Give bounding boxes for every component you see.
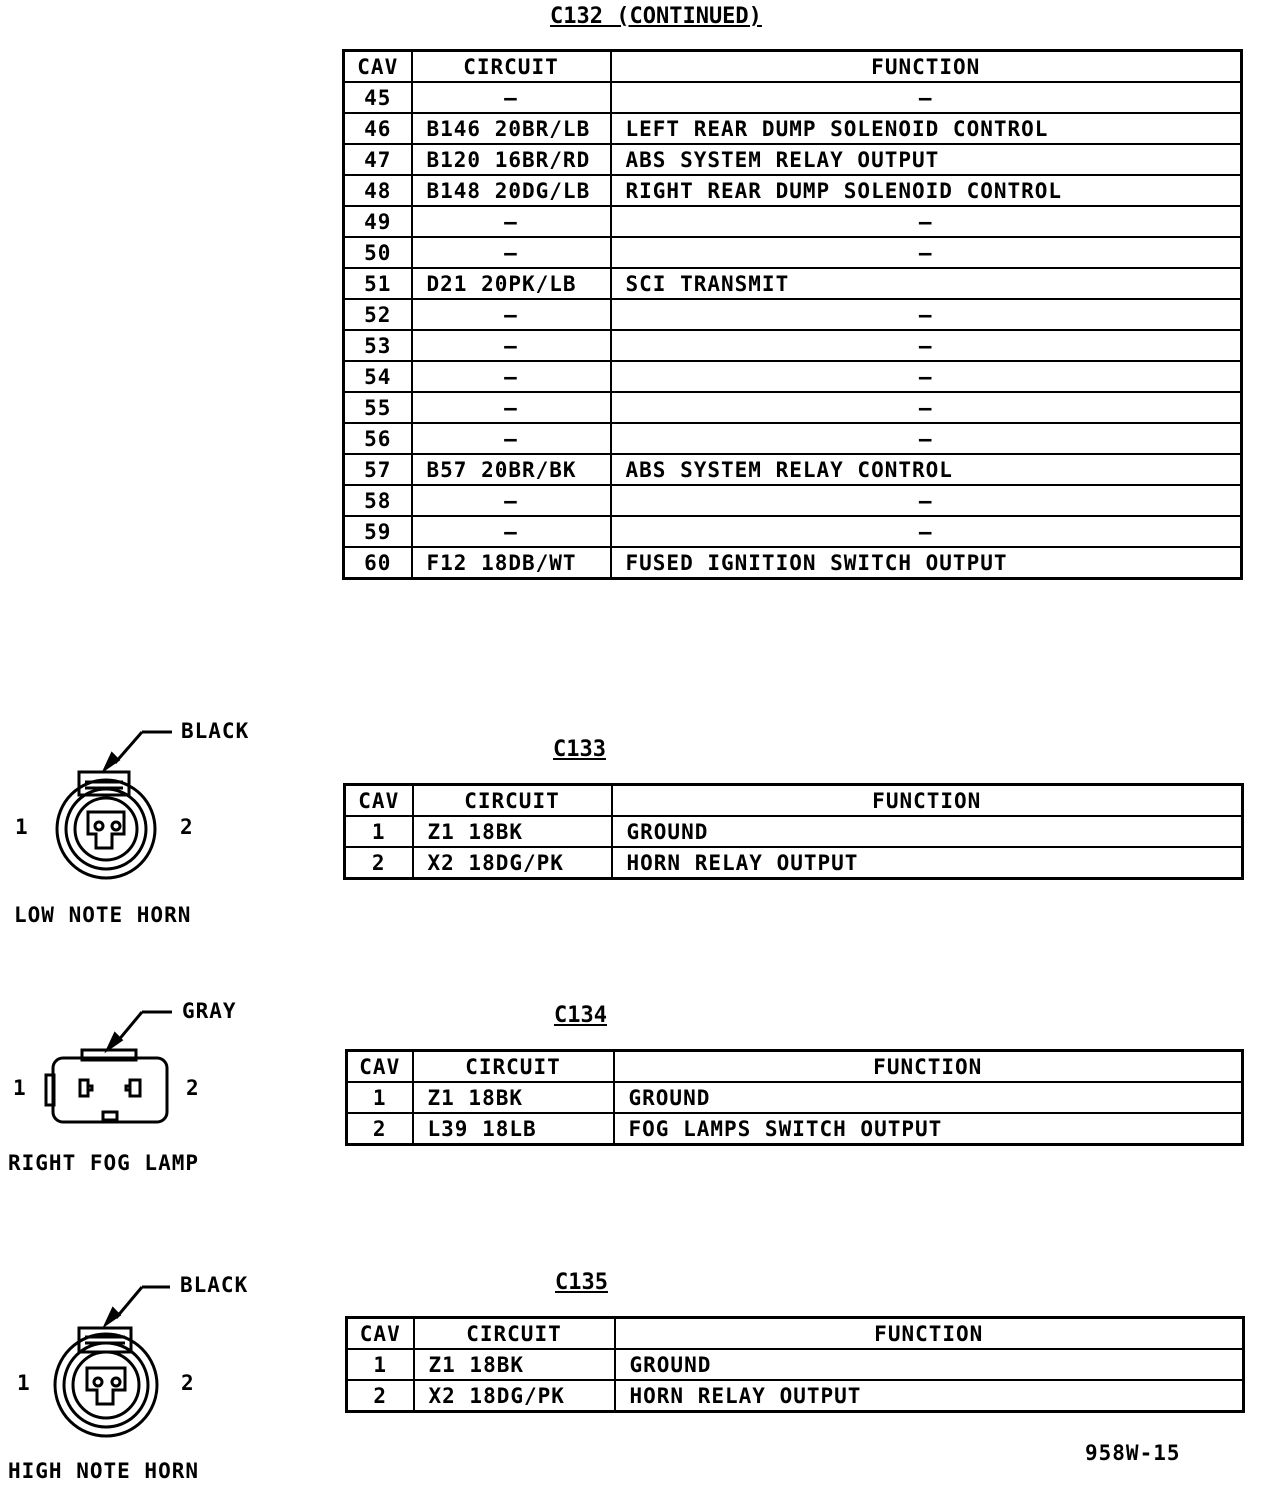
cav-cell: 48: [344, 175, 412, 206]
cav-cell: 52: [344, 299, 412, 330]
c135-pin1-label: 1: [17, 1371, 31, 1395]
header-function-cell: FUNCTION: [614, 1051, 1243, 1083]
circuit-cell: B146 20BR/LB: [412, 113, 611, 144]
cav-cell: 46: [344, 113, 412, 144]
function-cell: SCI TRANSMIT: [611, 268, 1242, 299]
header-cav-cell: CAV: [347, 1318, 414, 1350]
header-function-cell: FUNCTION: [615, 1318, 1244, 1350]
cav-cell: 2: [345, 847, 413, 879]
high-note-horn-connector-icon: [55, 1287, 170, 1436]
circuit-cell: –: [412, 516, 611, 547]
header-cav-cell: CAV: [345, 785, 413, 817]
c133-pin2-label: 2: [180, 815, 194, 839]
cav-cell: 47: [344, 144, 412, 175]
function-cell: –: [611, 392, 1242, 423]
function-cell: RIGHT REAR DUMP SOLENOID CONTROL: [611, 175, 1242, 206]
circuit-cell: –: [412, 485, 611, 516]
header-cav-cell: CAV: [344, 51, 412, 83]
function-cell: –: [611, 516, 1242, 547]
cav-cell: 54: [344, 361, 412, 392]
circuit-cell: –: [412, 299, 611, 330]
function-cell: –: [611, 82, 1242, 113]
function-cell: –: [611, 485, 1242, 516]
circuit-cell: Z1 18BK: [413, 1082, 614, 1113]
c133-connector-name: LOW NOTE HORN: [14, 903, 192, 927]
circuit-cell: B148 20DG/LB: [412, 175, 611, 206]
circuit-cell: B120 16BR/RD: [412, 144, 611, 175]
circuit-cell: –: [412, 392, 611, 423]
function-cell: –: [611, 299, 1242, 330]
c133-color-label: BLACK: [181, 719, 250, 743]
function-cell: HORN RELAY OUTPUT: [615, 1380, 1244, 1412]
function-cell: –: [611, 361, 1242, 392]
function-cell: HORN RELAY OUTPUT: [612, 847, 1243, 879]
c133-pin1-label: 1: [15, 815, 29, 839]
circuit-cell: –: [412, 206, 611, 237]
circuit-cell: L39 18LB: [413, 1113, 614, 1145]
circuit-cell: B57 20BR/BK: [412, 454, 611, 485]
cav-cell: 56: [344, 423, 412, 454]
function-cell: ABS SYSTEM RELAY CONTROL: [611, 454, 1242, 485]
function-cell: –: [611, 237, 1242, 268]
function-cell: –: [611, 206, 1242, 237]
cav-cell: 50: [344, 237, 412, 268]
function-cell: GROUND: [612, 816, 1243, 847]
function-cell: GROUND: [614, 1082, 1243, 1113]
c135-color-label: BLACK: [180, 1273, 249, 1297]
low-note-horn-connector-icon: [57, 732, 172, 878]
cav-cell: 51: [344, 268, 412, 299]
circuit-cell: Z1 18BK: [413, 816, 612, 847]
c134-pin2-label: 2: [186, 1076, 200, 1100]
circuit-cell: X2 18DG/PK: [414, 1380, 615, 1412]
circuit-cell: Z1 18BK: [414, 1349, 615, 1380]
function-cell: FOG LAMPS SWITCH OUTPUT: [614, 1113, 1243, 1145]
c135-pin2-label: 2: [181, 1371, 195, 1395]
function-cell: FUSED IGNITION SWITCH OUTPUT: [611, 547, 1242, 579]
header-cav-cell: CAV: [347, 1051, 413, 1083]
cav-cell: 1: [345, 816, 413, 847]
cav-cell: 49: [344, 206, 412, 237]
circuit-cell: F12 18DB/WT: [412, 547, 611, 579]
function-cell: ABS SYSTEM RELAY OUTPUT: [611, 144, 1242, 175]
c134-color-label: GRAY: [182, 999, 237, 1023]
cav-cell: 1: [347, 1082, 413, 1113]
function-cell: –: [611, 423, 1242, 454]
header-function-cell: FUNCTION: [612, 785, 1243, 817]
circuit-cell: –: [412, 237, 611, 268]
circuit-cell: –: [412, 82, 611, 113]
header-circuit-cell: CIRCUIT: [413, 1051, 614, 1083]
cav-cell: 53: [344, 330, 412, 361]
function-cell: GROUND: [615, 1349, 1244, 1380]
right-fog-lamp-connector-icon: [46, 1012, 172, 1122]
circuit-cell: –: [412, 330, 611, 361]
cav-cell: 58: [344, 485, 412, 516]
cav-cell: 45: [344, 82, 412, 113]
circuit-cell: –: [412, 361, 611, 392]
header-circuit-cell: CIRCUIT: [413, 785, 612, 817]
c134-connector-name: RIGHT FOG LAMP: [8, 1151, 200, 1175]
function-cell: –: [611, 330, 1242, 361]
cav-cell: 55: [344, 392, 412, 423]
circuit-cell: –: [412, 423, 611, 454]
c134-pin1-label: 1: [13, 1076, 27, 1100]
cav-cell: 1: [347, 1349, 414, 1380]
header-circuit-cell: CIRCUIT: [414, 1318, 615, 1350]
cav-cell: 59: [344, 516, 412, 547]
c133-title: C133: [553, 737, 606, 762]
c134-title: C134: [554, 1003, 607, 1028]
cav-cell: 2: [347, 1380, 414, 1412]
c135-connector-name: HIGH NOTE HORN: [8, 1459, 200, 1483]
cav-cell: 60: [344, 547, 412, 579]
header-function-cell: FUNCTION: [611, 51, 1242, 83]
circuit-cell: D21 20PK/LB: [412, 268, 611, 299]
cav-cell: 2: [347, 1113, 413, 1145]
function-cell: LEFT REAR DUMP SOLENOID CONTROL: [611, 113, 1242, 144]
c135-title: C135: [555, 1270, 608, 1295]
c132-title: C132 (CONTINUED): [550, 4, 762, 29]
circuit-cell: X2 18DG/PK: [413, 847, 612, 879]
figure-id: 958W-15: [1085, 1441, 1181, 1465]
header-circuit-cell: CIRCUIT: [412, 51, 611, 83]
cav-cell: 57: [344, 454, 412, 485]
